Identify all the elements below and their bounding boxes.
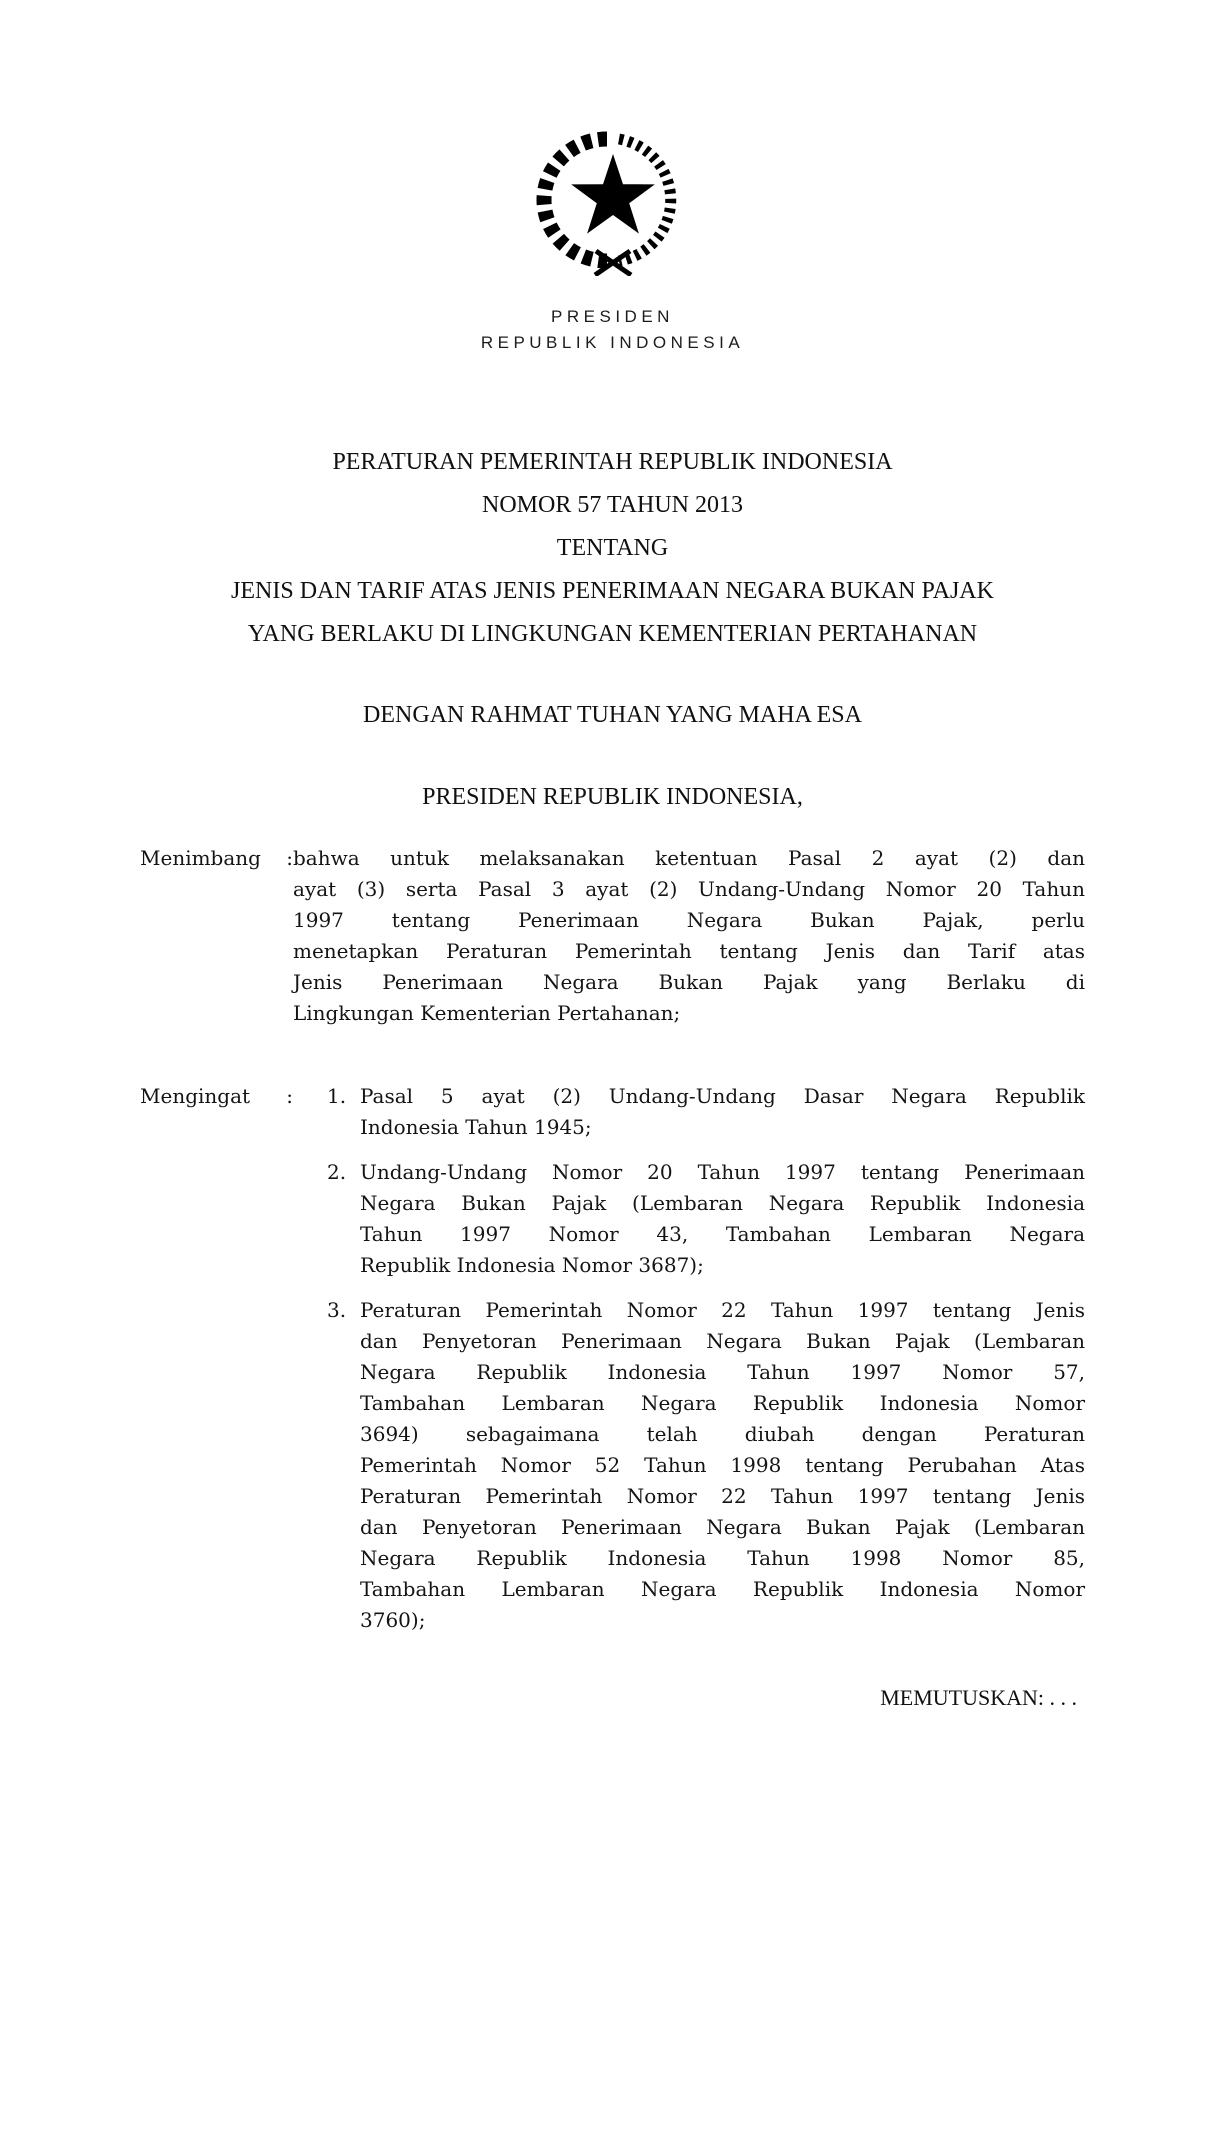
letterhead (140, 304, 1085, 356)
decision-lead-line: MEMUTUSKAN: . . . (880, 1685, 1077, 1710)
list-item-number: 3. (327, 1298, 347, 1322)
issuer-line: PRESIDEN REPUBLIK INDONESIA, (422, 784, 803, 810)
text-line: Pasal 5 ayat (2) Undang-Undang Dasar Negara Republik (360, 1084, 1085, 1108)
text-line: Jenis Penerimaan Negara Bukan Pajak yang Berlaku di (293, 970, 1085, 994)
title-line-2: NOMOR 57 TAHUN 2013 (482, 492, 743, 518)
list-item (293, 1157, 1085, 1281)
text-line: menetapkan Peraturan Pemerintah tentang Jenis dan Tarif atas (293, 939, 1085, 963)
menimbang-colon: : (286, 846, 293, 870)
list-item-text (360, 1157, 1085, 1281)
list-item-number: 2. (327, 1160, 347, 1184)
text-line: Undang-Undang Nomor 20 Tahun 1997 tentang Penerimaan (360, 1160, 1085, 1184)
invocation-line: DENGAN RAHMAT TUHAN YANG MAHA ESA (363, 702, 862, 728)
mengingat-body (293, 1081, 1085, 1636)
text-line: Negara Republik Indonesia Tahun 1997 Nomor 57, (360, 1360, 1085, 1384)
text-line: dan Penyetoran Penerimaan Negara Bukan Pajak (Lembaran (360, 1515, 1085, 1539)
text-line: bahwa untuk melaksanakan ketentuan Pasal 2 ayat (2) dan (293, 846, 1085, 870)
mengingat-clause (140, 1081, 1085, 1636)
title-line-3: TENTANG (556, 535, 669, 561)
menimbang-label-text: Menimbang (140, 846, 261, 870)
text-line: Peraturan Pemerintah Nomor 22 Tahun 1997 tentang Jenis (360, 1298, 1085, 1322)
text-line: Negara Bukan Pajak (Lembaran Negara Republik Indonesia (360, 1191, 1085, 1215)
list-item-number: 1. (327, 1084, 347, 1108)
list-item (293, 1081, 1085, 1143)
title-line-5: YANG BERLAKU DI LINGKUNGAN KEMENTERIAN PERTAHANAN (247, 621, 978, 647)
document-content (0, 126, 1224, 1713)
text-line: Tambahan Lembaran Negara Republik Indonesia Nomor (360, 1577, 1085, 1601)
mengingat-label (140, 1081, 293, 1112)
mengingat-colon: : (286, 1084, 293, 1108)
text-line: 3760); (360, 1608, 426, 1632)
menimbang-clause (140, 843, 1085, 1029)
text-line: dan Penyetoran Penerimaan Negara Bukan Pajak (Lembaran (360, 1329, 1085, 1353)
presidential-seal-icon (533, 126, 693, 276)
text-line: 3694) sebagaimana telah diubah dengan Peraturan (360, 1422, 1085, 1446)
text-line: Lingkungan Kementerian Pertahanan; (293, 1001, 681, 1025)
menimbang-label (140, 843, 293, 874)
title-line-1: PERATURAN PEMERINTAH REPUBLIK INDONESIA (332, 449, 893, 475)
text-line: Tambahan Lembaran Negara Republik Indonesia Nomor (360, 1391, 1085, 1415)
letterhead-line-presiden: PRESIDEN (551, 307, 674, 326)
text-line: Republik Indonesia Nomor 3687); (360, 1253, 704, 1277)
text-line: Negara Republik Indonesia Tahun 1998 Nomor 85, (360, 1546, 1085, 1570)
list-item (293, 1295, 1085, 1636)
list-item-text (360, 1081, 1085, 1143)
text-line: Peraturan Pemerintah Nomor 22 Tahun 1997 tentang Jenis (360, 1484, 1085, 1508)
document-page (0, 126, 1224, 2142)
text-line: Tahun 1997 Nomor 43, Tambahan Lembaran Negara (360, 1222, 1085, 1246)
title-line-4: JENIS DAN TARIF ATAS JENIS PENERIMAAN NEGARA BUKAN PAJAK (231, 578, 994, 604)
text-line: Indonesia Tahun 1945; (360, 1115, 592, 1139)
text-line: 1997 tentang Penerimaan Negara Bukan Pajak, perlu (293, 908, 1085, 932)
star-icon (571, 154, 655, 234)
mengingat-label-text: Mengingat (140, 1084, 251, 1108)
list-item-text (360, 1295, 1085, 1636)
regulation-title (140, 441, 1085, 656)
text-line: Pemerintah Nomor 52 Tahun 1998 tentang Perubahan Atas (360, 1453, 1085, 1477)
menimbang-body (293, 843, 1085, 1029)
legal-basis-list (293, 1081, 1085, 1636)
text-line: ayat (3) serta Pasal 3 ayat (2) Undang-Undang Nomor 20 Tahun (293, 877, 1085, 901)
letterhead-line-republik-indonesia: REPUBLIK INDONESIA (480, 333, 745, 352)
